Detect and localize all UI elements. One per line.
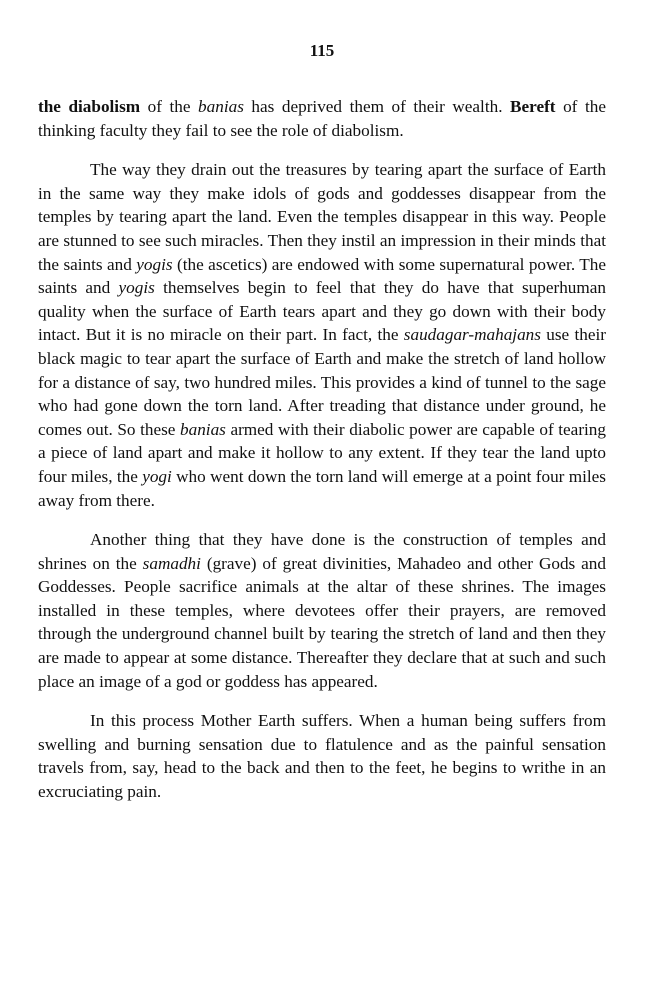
paragraph: [38, 95, 606, 142]
page-number: 115: [309, 41, 335, 60]
text-run: (grave) of great divinities, Mahadeo and other Gods and Goddesses. People sacrifice animals at the altar of these shrines. The images installed in these temples, where devotees offer their prayers, are removed through the underground channel built by tearing the stretch of land and then they are made to appear at some distance. Thereafter they declare that at such and such place an image of a god or goddess has appeared.: [38, 553, 606, 691]
text-run: samadhi: [142, 553, 201, 573]
text-run: In this process Mother Earth suffers. When a human being suffers from swelling and burning sensation due to flatulence and as the painful sensation travels from, say, head to the back and then to the feet, he begins to writhe in an excruciating pain.: [38, 711, 606, 802]
text-run: Bereft: [510, 97, 556, 116]
text-run: yogis: [136, 254, 173, 274]
text-run: of the: [140, 97, 199, 116]
text-run: the diabolism: [38, 97, 141, 116]
text-run: yogis: [118, 278, 155, 298]
paragraph: [38, 528, 606, 693]
text-run: of the thinking faculty they fail to see the role of diabolism.: [38, 97, 606, 140]
text-run: saudagar-mahajans: [403, 325, 541, 345]
paragraph: [38, 158, 606, 512]
text-run: yogi: [142, 466, 172, 486]
text-run: (the ascetics) are endowed with some supernatural power. The saints and: [38, 254, 606, 298]
text-run: themselves begin to feel that they do have that superhuman quality when the surface of Earth tears apart and they go down with their body intact. But it is no miracle on their part. In fact, the: [38, 278, 606, 345]
text-run: has deprived them of their wealth.: [243, 97, 511, 116]
text-run: use their black magic to tear apart the surface of Earth and make the stretch of land hollow for a distance of say, two hundred miles. This provides a kind of tunnel to the sage who had gone down the torn land. After treading that distance under ground, he comes out. So these: [38, 325, 606, 439]
text-run: armed with their diabolic power are capable of tearing a piece of land apart and make it hollow to any extent. If they tear the land upto four miles, the: [38, 419, 606, 486]
book-page: [38, 40, 606, 820]
text-run: banias: [198, 97, 244, 116]
paragraph: [38, 709, 606, 803]
text-run: who went down the torn land will emerge at a point four miles away from there.: [38, 466, 606, 510]
text-run: banias: [180, 419, 226, 439]
text-run: The way they drain out the treasures by tearing apart the surface of Earth in the same way they make idols of gods and goddesses disappear from the temples by tearing apart the land. Even the temples disappear in this way. People are stunned to see such miracles. Then they instil an impression in their minds that the saints and: [38, 160, 606, 274]
text-run: Another thing that they have done is the construction of temples and shrines on the: [38, 530, 606, 573]
